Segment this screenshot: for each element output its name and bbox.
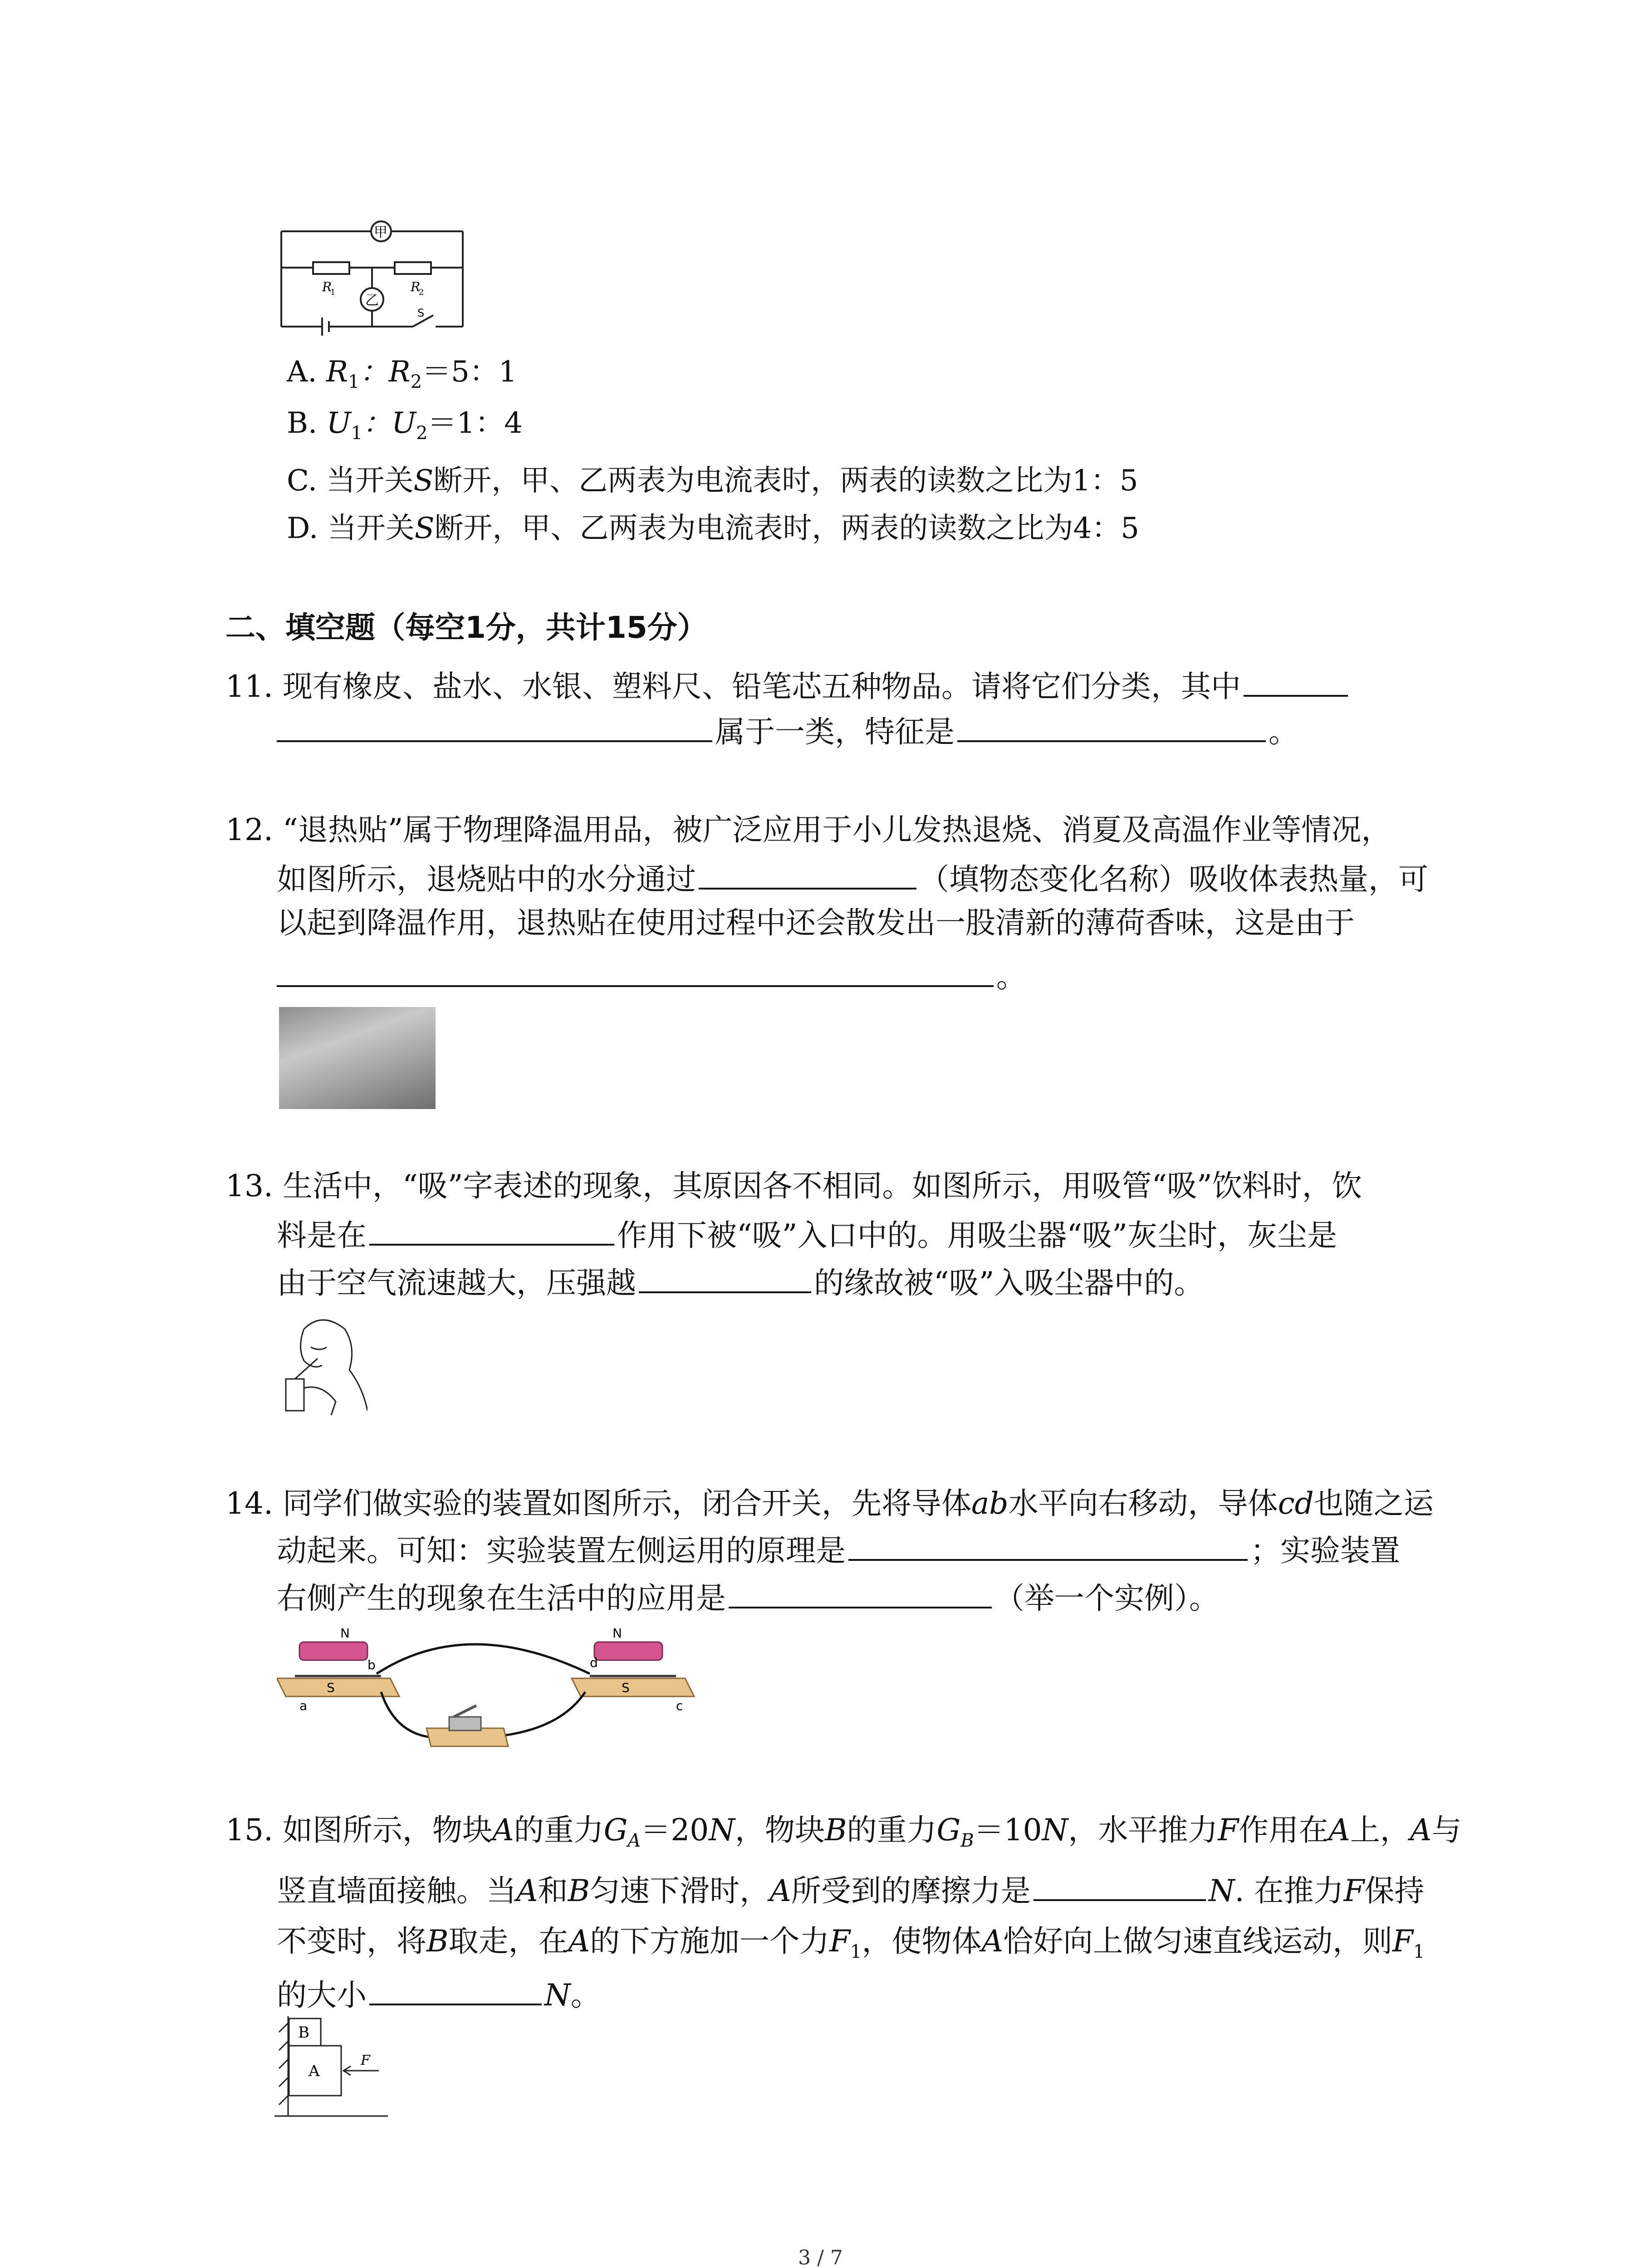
fig-left-s-label: S [327, 1680, 335, 1695]
q11-line-1: 11. 现有橡皮、盐水、水银、塑料尺、铅笔芯五种物品。请将它们分类，其中 [225, 667, 1351, 705]
q15-line-4: 的大小 N。 [277, 1975, 601, 2014]
section-2-title: 二、填空题（每空1分，共计15分） [225, 610, 707, 645]
q14-line-2: 动起来。可知：实验装置左侧运用的原理是 ；实验装置 [277, 1531, 1400, 1569]
q13-line-3: 由于空气流速越大，压强越 的缘故被“吸”入吸尘器中的。 [277, 1263, 1204, 1301]
q12-line-1: 12. “退热贴”属于物理降温用品，被广泛应用于小儿发热退烧、消夏及高温作业等情况， [225, 812, 1391, 847]
q12-blank-1[interactable] [699, 860, 916, 890]
straw-drinking-illustration [277, 1311, 367, 1415]
q10-option-d: D. 当开关S断开，甲、乙两表为电流表时，两表的读数之比为4：5 [287, 512, 1139, 545]
q13-line-2: 料是在 作用下被“吸”入口中的。用吸尘器“吸”灰尘时，灰尘是 [277, 1216, 1337, 1254]
r1-label: R [322, 279, 332, 294]
q12-blank-2[interactable] [277, 957, 994, 987]
meter-yi-label: 乙 [365, 293, 379, 308]
r1-sub: 1 [330, 288, 336, 297]
block-a-label: A [309, 2062, 320, 2080]
circuit-diagram [277, 213, 467, 336]
q11-blank-2[interactable] [277, 712, 712, 742]
q10-option-b: B. $U_1$：$U_2=1$：4 [287, 406, 523, 444]
fig-b-label: b [367, 1657, 376, 1672]
switch-label: S [417, 307, 425, 319]
fever-patch-child-photo [279, 1007, 436, 1109]
r2-sub: 2 [419, 288, 424, 297]
q13-line-1: 13. 生活中，“吸”字表述的现象，其原因各不相同。如图所示，用吸管“吸”饮料时，饮 [225, 1168, 1362, 1203]
q14-line-1: 14. 同学们做实验的装置如图所示，闭合开关，先将导体ab水平向右移动，导体cd也随之运 [225, 1486, 1434, 1521]
block-wall-figure [274, 2014, 388, 2118]
fig-left-n-label: N [340, 1626, 350, 1641]
q11-blank-3[interactable] [957, 712, 1266, 742]
fig-d-label: d [590, 1655, 598, 1670]
fig-c-label: c [676, 1698, 683, 1713]
q10-option-a: A. $R_1$：$R_2=5$：1 [287, 355, 517, 392]
q13-blank-1[interactable] [369, 1216, 614, 1246]
q14-blank-1[interactable] [848, 1531, 1248, 1561]
meter-jia-label: 甲 [374, 225, 387, 240]
q15-line-2: 竖直墙面接触。当A和B匀速下滑时，A所受到的摩擦力是 N. 在推力F保持 [277, 1871, 1424, 1909]
q15-blank-1[interactable] [1034, 1871, 1206, 1901]
page-number: 3 / 7 [798, 2246, 843, 2268]
q11-line-2: 属于一类，特征是 。 [277, 712, 1298, 750]
q15-line-3: 不变时，将B取走，在A的下方施加一个力$F_1$，使物体A恰好向上做匀速直线运动，则$F_1$ [277, 1924, 1425, 1963]
q14-line-3: 右侧产生的现象在生活中的应用是 （举一个实例）。 [277, 1579, 1219, 1617]
force-f-label: F [361, 2053, 370, 2068]
q12-line-2: 如图所示，退烧贴中的水分通过 （填物态变化名称）吸收体表热量，可 [277, 860, 1428, 898]
fig-right-n-label: N [612, 1626, 622, 1641]
electromagnetic-apparatus-figure [277, 1624, 708, 1751]
q15-line-1: 15. 如图所示，物块A的重力$G_A=20N$，物块B的重力$G_B=10N$，水平推力F作用在A上，A与 [225, 1813, 1462, 1852]
q12-line-4: 。 [277, 957, 1026, 995]
q11-blank-1[interactable] [1244, 667, 1348, 697]
fig-a-label: a [299, 1698, 308, 1713]
q15-blank-2[interactable] [369, 1975, 542, 2005]
q10-option-c: C. 当开关S断开，甲、乙两表为电流表时，两表的读数之比为1：5 [287, 464, 1138, 498]
q14-blank-2[interactable] [729, 1579, 992, 1608]
fig-right-s-label: S [622, 1680, 630, 1695]
q13-blank-2[interactable] [639, 1263, 811, 1293]
q12-line-3: 以起到降温作用，退热贴在使用过程中还会散发出一股清新的薄荷香味，这是由于 [277, 905, 1355, 940]
r2-label: R [411, 279, 421, 294]
block-b-label: B [298, 2024, 309, 2042]
